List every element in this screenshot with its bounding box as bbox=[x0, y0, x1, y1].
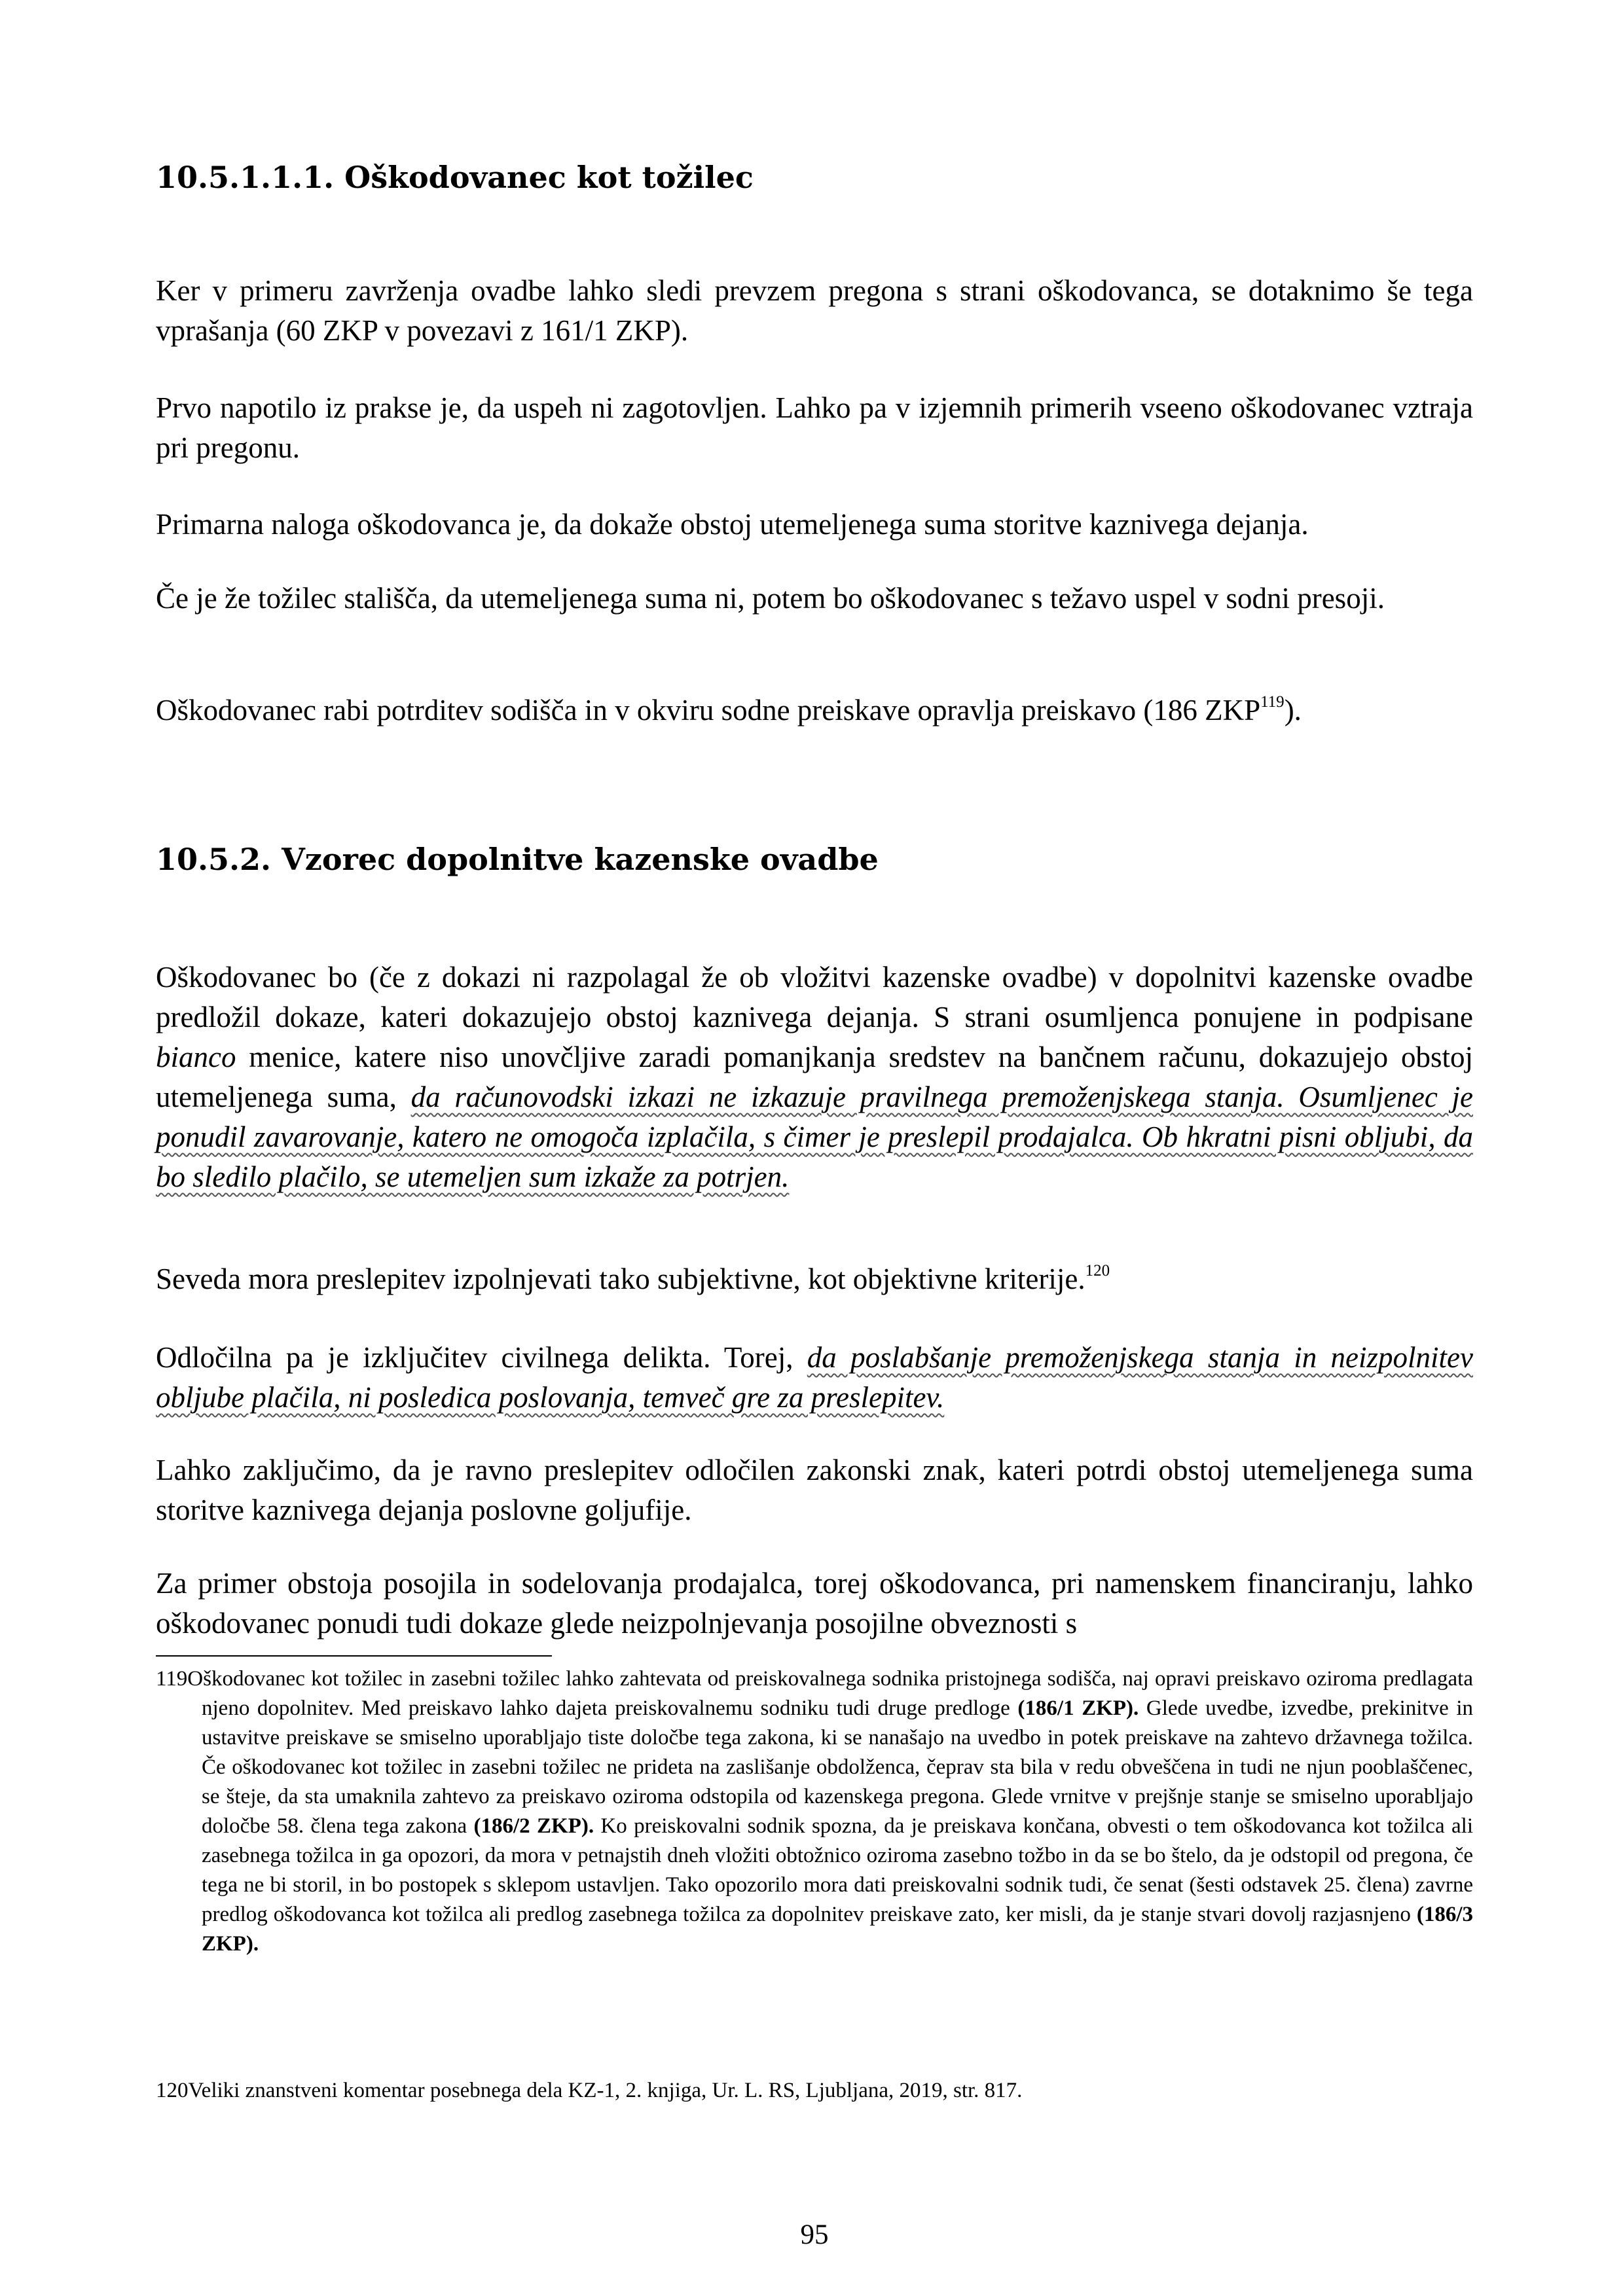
section-heading-oskodovanec-kot-tozilec: 10.5.1.1.1. Oškodovanec kot tožilec bbox=[156, 160, 754, 195]
paragraph-text: Oškodovanec bo (če z dokazi ni razpolagal že ob vložitvi kazenske ovadbe) v dopolnitvi kazenske ovadbe predložil dokaze, kateri dokazujejo obstoj kaznivega dejanja. S strani osumljenca ponujene in podpisane bbox=[156, 961, 1473, 1033]
footnote-number: 119 bbox=[156, 1667, 188, 1691]
footnote-citation: (186/3 ZKP). bbox=[202, 1903, 1473, 1956]
footnote-number: 120 bbox=[156, 2079, 189, 2102]
page-number: 95 bbox=[800, 2219, 829, 2250]
paragraph-dopolnitev-ovadbe bbox=[156, 958, 1473, 1197]
footnote-text: Oškodovanec kot tožilec in zasebni tožilec lahko zahtevata od preiskovalnega sodnika pristojnega sodišča, naj opravi preiskavo oziroma predlagata njeno dopolnitev. Med preiskavo lahko dajeta preiskovalnemu sodniku tudi druge predloge bbox=[187, 1667, 1473, 1720]
paragraph-primer-posojila: Za primer obstoja posojila in sodelovanja prodajalca, torej oškodovanca, pri namenskem financiranju, lahko oškodovanec ponudi tudi dokaze glede neizpolnjevanja posojilne obveznosti s bbox=[156, 1567, 1473, 1640]
paragraph-text: Oškodovanec rabi potrditev sodišča in v okviru sodne preiskave opravlja preiskavo (186 ZKP bbox=[156, 694, 1261, 726]
document-page bbox=[156, 0, 1473, 2296]
footnote-text: Veliki znanstveni komentar posebnega dela KZ-1, 2. knjiga, Ur. L. RS, Ljubljana, 2019, str. 817. bbox=[188, 2079, 1023, 2102]
footnote-ref-120[interactable]: 120 bbox=[1085, 1262, 1110, 1280]
paragraph-primarna-naloga: Primarna naloga oškodovanca je, da dokaže obstoj utemeljenega suma storitve kaznivega dejanja. bbox=[156, 508, 1309, 541]
paragraph-civilni-delikt bbox=[156, 1338, 1473, 1418]
paragraph-text: Odločilna pa je izključitev civilnega delikta. Torej, bbox=[156, 1341, 807, 1374]
paragraph-prvo-napotilo: Prvo napotilo iz prakse je, da uspeh ni zagotovljen. Lahko pa v izjemnih primerih vseeno oškodovanec vztraja pri pregonu. bbox=[156, 391, 1473, 464]
paragraph-zakljucek: Lahko zaključimo, da je ravno preslepitev odločilen zakonski znak, kateri potrdi obstoj utemeljenega suma storitve kaznivega dejanja poslovne goljufije. bbox=[156, 1454, 1473, 1526]
footnote-ref-119[interactable]: 119 bbox=[1260, 693, 1285, 711]
paragraph-text: Seveda mora preslepitev izpolnjevati tako subjektivne, kot objektivne kriterije. bbox=[156, 1263, 1085, 1295]
paragraph-zavrzenje-ovadbe: Ker v primeru zavrženja ovadbe lahko sledi prevzem pregona s strani oškodovanca, se dotaknimo še tega vprašanja (60 ZKP v povezavi z 161/1 ZKP). bbox=[156, 274, 1473, 347]
paragraph-potrditev-sodisca bbox=[156, 691, 1473, 730]
footnote-separator bbox=[156, 1655, 552, 1657]
footnote-citation: (186/2 ZKP). bbox=[473, 1814, 594, 1838]
section-heading-vzorec-dopolnitve: 10.5.2. Vzorec dopolnitve kazenske ovadbe bbox=[156, 842, 879, 877]
paragraph-text-end: ). bbox=[1284, 694, 1302, 726]
paragraph-tozilec-stalisca: Če je že tožilec stališča, da utemeljenega suma ni, potem bo oškodovanec s težavo uspel v sodni presoji. bbox=[156, 582, 1385, 615]
footnote-text: Ko preiskovalni sodnik spozna, da je preiskava končana, obvesti o tem oškodovanca kot tožilca ali zasebnega tožilca in ga opozori, da mora v petnajstih dneh vložiti obtožnico oziroma zasebno tožbo in da se bo štelo, da je odstopil od pregona, če tega ne bi storil, in bo postopek s sklepom ustavljen. Tako opozorilo mora dati preiskovalni sodnik tudi, če senat (šesti odstavek 25. člena) zavrne predlog oškodovanca kot tožilca ali predlog zasebnega tožilca za dopolnitev preiskave zato, ker misli, da je stanje stvari dovolj razjasnjeno bbox=[202, 1814, 1473, 1926]
paragraph-preslepitev-kriteriji bbox=[156, 1259, 1473, 1299]
footnote-120 bbox=[156, 2076, 1473, 2106]
underlined-passage: da računovodski izkazi ne izkazuje pravilnega premoženjskega stanja. Osumljenec je ponudil zavarovanje, katero ne omogoča izplačila, s čimer je preslepil prodajalca. Ob hkratni pisni obljubi, da bo sledilo plačilo, se utemeljen sum izkaže za potrjen. bbox=[156, 1081, 1473, 1193]
footnote-text: Glede uvedbe, izvedbe, prekinitve in ustavitve preiskave se smiselno uporabljajo tiste določbe tega zakona, ki se nanašajo na uvedbo in potek preiskave na zahtevo državnega tožilca. Če oškodovanec kot tožilec in zasebni tožilec ne prideta na zaslišanje obdolženca, čeprav sta bila v redu obveščena in tudi ne njun pooblaščenec, se šteje, da sta umaknila zahtevo za preiskavo oziroma odstopila od kazenskega pregona. Glede vrnitve v prejšnje stanje se smiselno uporabljajo določbe 58. člena tega zakona bbox=[202, 1696, 1474, 1838]
footnote-119 bbox=[156, 1664, 1473, 1959]
paragraph-text: menice, katere niso unovčljive zaradi pomanjkanja sredstev na bančnem računu, dokazujejo obstoj utemeljenega suma, bbox=[156, 1041, 1473, 1113]
underlined-passage: da poslabšanje premoženjskega stanja in neizpolnitev obljube plačila, ni posledica poslovanja, temveč gre za preslepitev. bbox=[156, 1341, 1473, 1414]
footnote-citation: (186/1 ZKP). bbox=[1017, 1696, 1139, 1720]
italic-term: bianco bbox=[156, 1041, 236, 1073]
